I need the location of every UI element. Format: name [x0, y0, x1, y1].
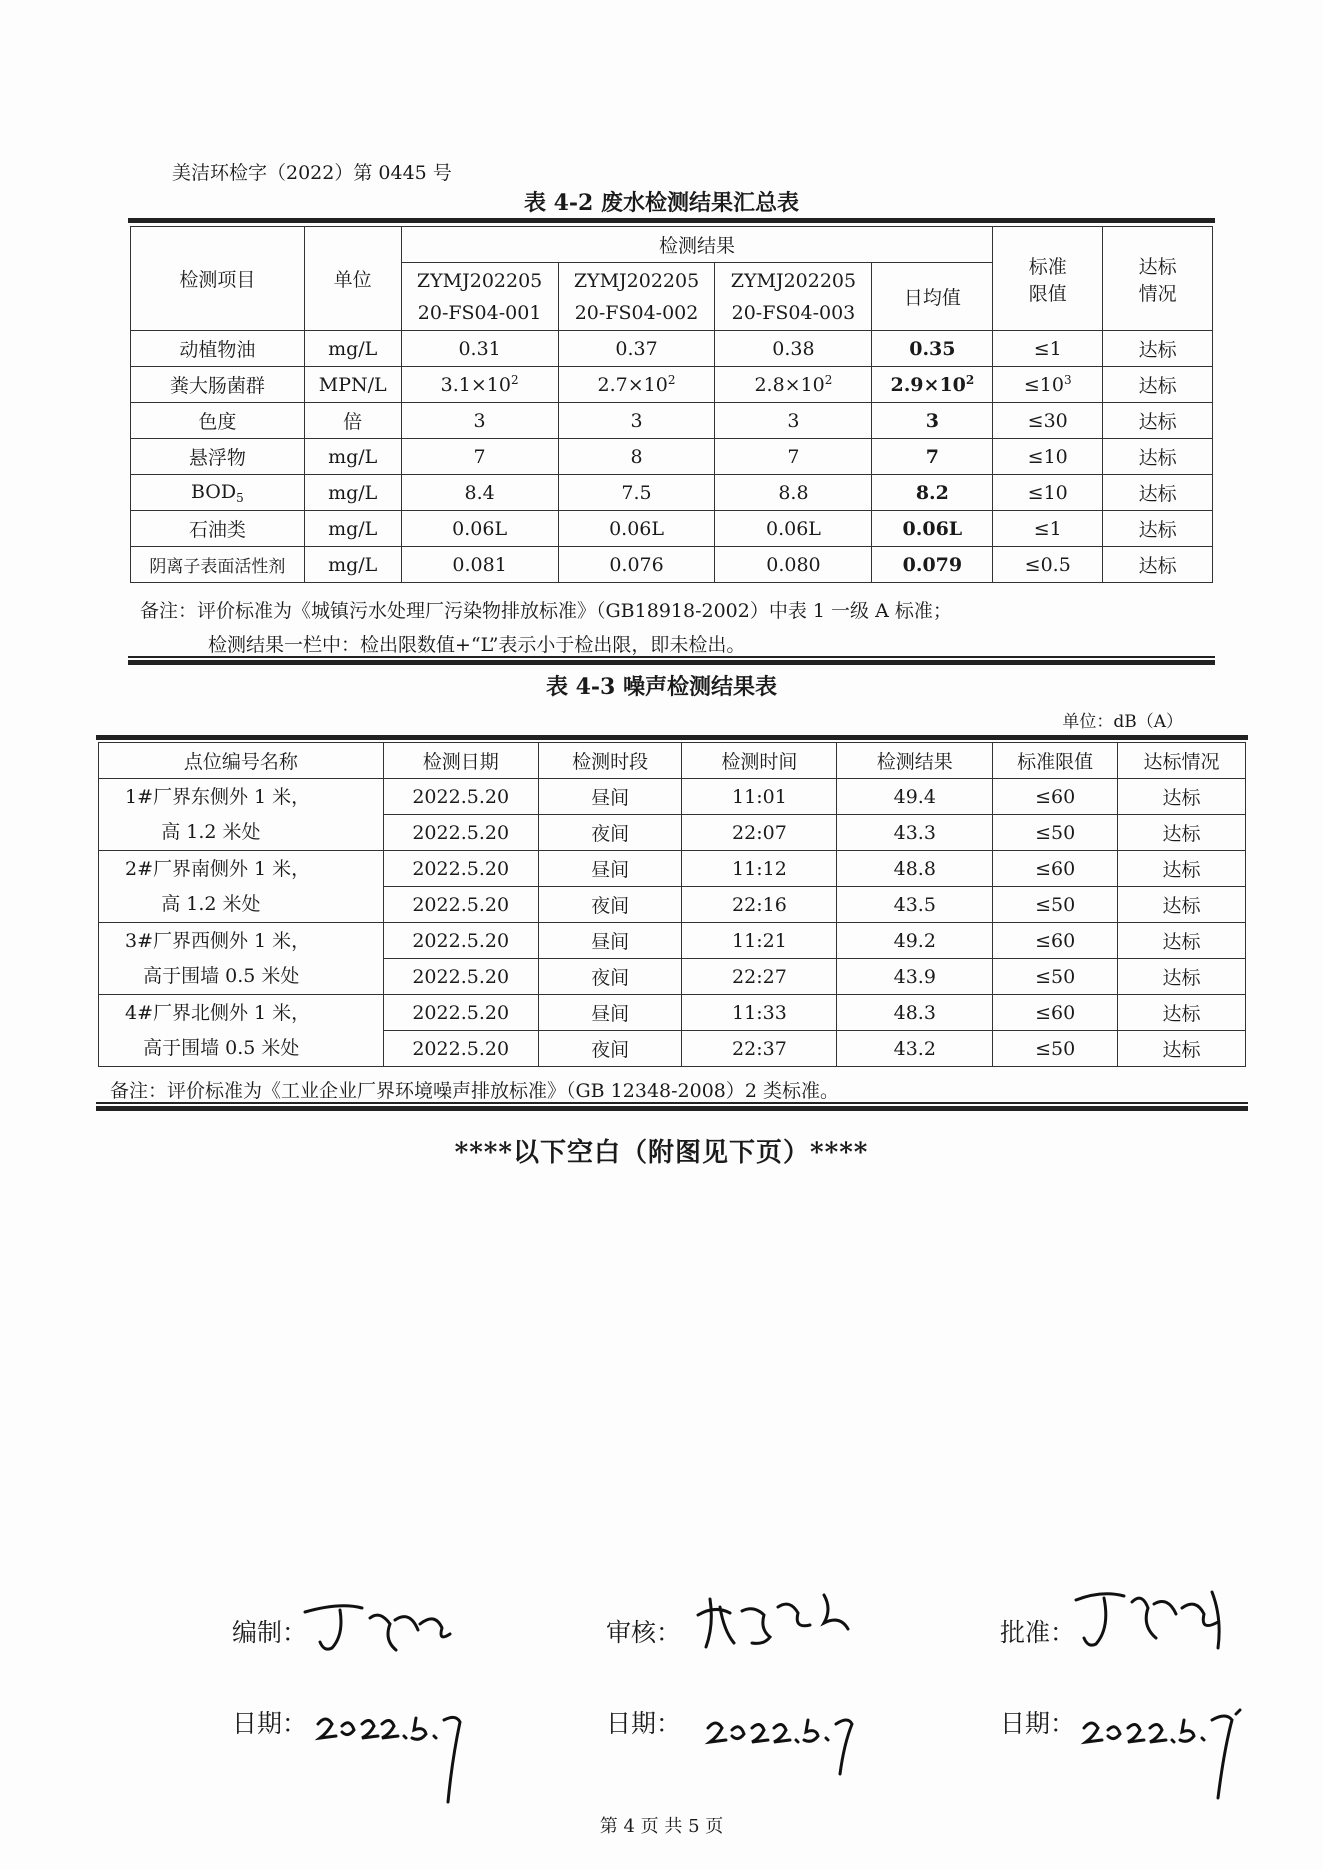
header-sample-2: ZYMJ202205 20-FS04-002	[558, 263, 715, 331]
table-4-2-bottom-rule	[128, 660, 1215, 665]
table-4-2-title: 表 4-2 废水检测结果汇总表	[523, 190, 800, 216]
unit-note: 单位：dB（A）	[1062, 712, 1183, 732]
table-4-3-bottom-rule-thin	[96, 1102, 1248, 1104]
table-row: 动植物油 mg/L 0.31 0.37 0.38 0.35 ≤1 达标	[131, 331, 1213, 367]
table-row: 2022.5.20 夜间 22:37 43.2 ≤50 达标	[99, 1031, 1246, 1067]
header-status: 达标情况	[1118, 743, 1246, 779]
header-sample-3: ZYMJ202205 20-FS04-003	[715, 263, 872, 331]
table-4-2-top-rule	[128, 218, 1215, 223]
header-limit: 标准限值	[993, 743, 1118, 779]
header-sample-1: ZYMJ202205 20-FS04-001	[401, 263, 558, 331]
header-location: 点位编号名称	[99, 743, 384, 779]
page-footer: 第 4 页 共 5 页	[599, 1816, 724, 1837]
table-row: 粪大肠菌群 MPN/L $3.1\times 10^2$ $2.7\times 10^2$ $2.8\times 10^2$ $2.9\times 10^2$ $\le 10^3$ 达标	[131, 367, 1213, 403]
table-4-2-bottom-rule-thin	[128, 656, 1215, 658]
table-row: 2#厂界南侧外 1 米， 高 1.2 米处 2022.5.20 昼间 11:12 48.8 ≤60 达标	[99, 851, 1246, 887]
table-row: $BOD_5$ mg/L 8.4 7.5 8.8 8.2 ≤10 达标	[131, 475, 1213, 511]
location-cell: 1#厂界东侧外 1 米， 高 1.2 米处	[99, 779, 384, 851]
table-row: 色度 倍 3 3 3 3 ≤30 达标	[131, 403, 1213, 439]
header-unit: 单位	[304, 227, 401, 331]
location-cell: 3#厂界西侧外 1 米， 高于围墙 0.5 米处	[99, 923, 384, 995]
reviewed-signature	[690, 1585, 860, 1665]
table-4-3-note: 备注：评价标准为《工业企业厂界环境噪声排放标准》（GB 12348-2008）2 类标准。	[110, 1080, 840, 1102]
header-daily-average: 日均值	[872, 263, 993, 331]
table-4-3-bottom-rule	[96, 1106, 1248, 1111]
header-result: 检测结果	[837, 743, 993, 779]
reviewed-by-label: 审核：	[606, 1618, 682, 1647]
table-row: 阴离子表面活性剂 mg/L 0.081 0.076 0.080 0.079 ≤0.5 达标	[131, 547, 1213, 583]
location-cell: 2#厂界南侧外 1 米， 高 1.2 米处	[99, 851, 384, 923]
table-row: 悬浮物 mg/L 7 8 7 7 ≤10 达标	[131, 439, 1213, 475]
header-item: 检测项目	[131, 227, 305, 331]
approved-by-label: 批准：	[1000, 1618, 1076, 1647]
header-status: 达标 情况	[1103, 227, 1213, 331]
header-time: 检测时间	[682, 743, 837, 779]
table-row: 3#厂界西侧外 1 米， 高于围墙 0.5 米处 2022.5.20 昼间 11:21 49.2 ≤60 达标	[99, 923, 1246, 959]
document-number: 美洁环检字（2022）第 0445 号	[172, 162, 452, 184]
blank-below-marker: ****以下空白（附图见下页）****	[454, 1138, 869, 1168]
wastewater-results-table	[130, 226, 1213, 583]
approved-date-label: 日期：	[1000, 1709, 1076, 1738]
compiled-signature	[300, 1590, 460, 1670]
table-row: 4#厂界北侧外 1 米， 高于围墙 0.5 米处 2022.5.20 昼间 11:33 48.3 ≤60 达标	[99, 995, 1246, 1031]
table-4-3-top-rule	[96, 735, 1248, 740]
location-cell: 4#厂界北侧外 1 米， 高于围墙 0.5 米处	[99, 995, 384, 1067]
table-row: 石油类 mg/L 0.06L 0.06L 0.06L 0.06L ≤1 达标	[131, 511, 1213, 547]
reviewed-date-label: 日期：	[606, 1709, 682, 1738]
table-row: 2022.5.20 夜间 22:16 43.5 ≤50 达标	[99, 887, 1246, 923]
table-row: 2022.5.20 夜间 22:07 43.3 ≤50 达标	[99, 815, 1246, 851]
reviewed-handwritten-date	[700, 1700, 870, 1790]
compiled-by-label: 编制：	[232, 1618, 308, 1647]
compiled-handwritten-date	[312, 1700, 472, 1810]
noise-results-table	[98, 742, 1246, 1067]
approved-signature	[1072, 1578, 1242, 1668]
header-limit: 标准 限值	[993, 227, 1103, 331]
header-results: 检测结果	[401, 227, 993, 263]
table-4-3-title: 表 4-3 噪声检测结果表	[545, 674, 778, 700]
table-4-2-note-1: 备注：评价标准为《城镇污水处理厂污染物排放标准》（GB18918-2002）中表 1 一级 A 标准；	[140, 600, 952, 622]
table-row: 1#厂界东侧外 1 米， 高 1.2 米处 2022.5.20 昼间 11:01 49.4 ≤60 达标	[99, 779, 1246, 815]
table-row: 2022.5.20 夜间 22:27 43.9 ≤50 达标	[99, 959, 1246, 995]
compiled-date-label: 日期：	[232, 1709, 308, 1738]
table-4-2-note-2: 检测结果一栏中：检出限数值+“L”表示小于检出限，即未检出。	[208, 634, 746, 656]
approved-handwritten-date	[1076, 1690, 1256, 1810]
header-date: 检测日期	[383, 743, 538, 779]
header-period: 检测时段	[538, 743, 682, 779]
